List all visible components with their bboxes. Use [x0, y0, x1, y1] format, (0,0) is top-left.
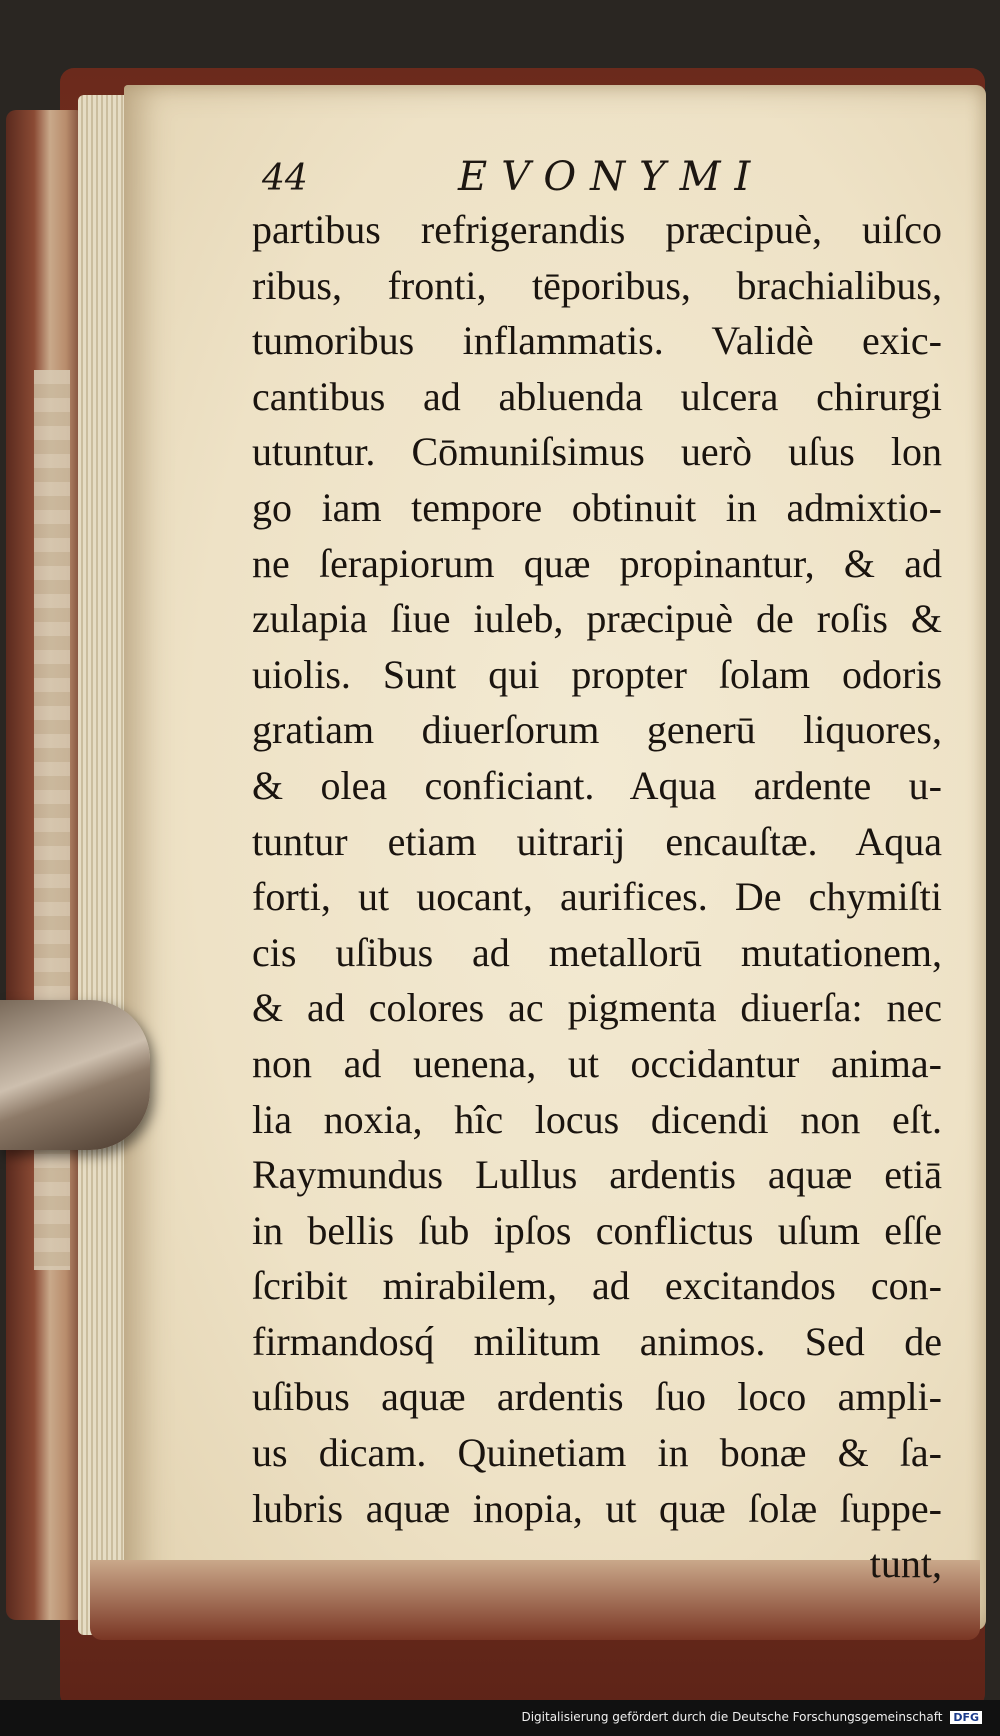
body-text [252, 202, 942, 1592]
dfg-logo: DFG [950, 1711, 982, 1724]
text-line: & ad colores ac pigmenta diuerſa: nec [252, 985, 942, 1031]
page-number: 44 [262, 158, 308, 199]
text-line: uſibus aquæ ardentis ſuo loco ampli- [252, 1374, 942, 1420]
footer-credit [521, 1710, 982, 1724]
text-line: forti, ut uocant, aurifices. De chymiſti [252, 874, 942, 920]
text-line: ribus, fronti, tēporibus, brachialibus, [252, 262, 942, 308]
text-line: go iam tempore obtinuit in admixtio- [252, 484, 942, 530]
text-line: ne ſerapiorum quæ propinantur, & ad [252, 540, 942, 586]
page-clip [0, 1000, 150, 1150]
text-line: cis uſibus ad metallorū mutationem, [252, 929, 942, 975]
text-line: lubris aquæ inopia, ut quæ ſolæ ſuppe- [252, 1485, 942, 1531]
text-line: & olea conficiant. Aqua ardente u- [252, 762, 942, 808]
book-spine [6, 110, 86, 1620]
text-line: tuntur etiam uitrarij encauſtæ. Aqua [252, 818, 942, 864]
catchword: tunt, [869, 1541, 942, 1587]
footer-credit-text: Digitalisierung gefördert durch die Deutsche Forschungsgemeinschaft [521, 1710, 943, 1724]
text-line: non ad uenena, ut occidantur anima- [252, 1040, 942, 1086]
text-line: utuntur. Cōmuniſsimus uerò uſus lon [252, 429, 942, 475]
text-line: lia noxia, hîc locus dicendi non eſt. [252, 1096, 942, 1142]
text-line: gratiam diuerſorum generū liquores, [252, 707, 942, 753]
text-line: uiolis. Sunt qui propter ſolam odoris [252, 651, 942, 697]
text-line: us dicam. Quinetiam in bonæ & ſa- [252, 1430, 942, 1476]
text-line: Raymundus Lullus ardentis aquæ etiā [252, 1152, 942, 1198]
text-line: tumoribus inflammatis. Validè exic- [252, 318, 942, 364]
text-line: partibus refrigerandis præcipuè, uiſco [252, 207, 942, 252]
page-header [262, 150, 962, 202]
footer-bar [0, 1700, 1000, 1736]
text-line: in bellis ſub ipſos conflictus uſum eſſe [252, 1207, 942, 1253]
text-line: zulapia ſiue iuleb, præcipuè de roſis & [252, 596, 942, 642]
text-line: cantibus ad abluenda ulcera chirurgi [252, 373, 942, 419]
text-line: firmandosq́ militum animos. Sed de [252, 1318, 942, 1364]
running-head: EVONYMI [458, 154, 765, 200]
text-line: ſcribit mirabilem, ad excitandos con- [252, 1263, 942, 1309]
